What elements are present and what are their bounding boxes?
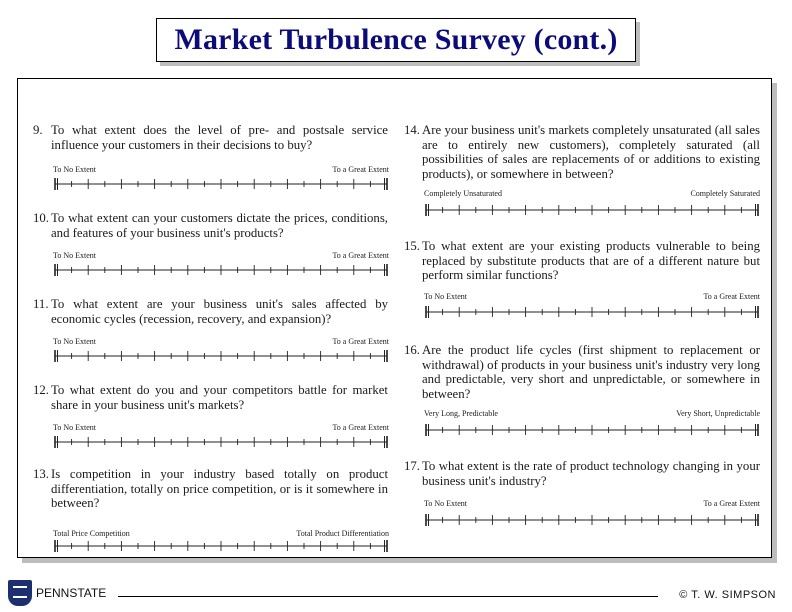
question-number: 17. bbox=[404, 459, 420, 473]
question-text: To what extent does the level of pre- and postsale service influence your customers in their decisions to buy? bbox=[51, 123, 388, 152]
question-number: 9. bbox=[33, 123, 43, 137]
question-number: 11. bbox=[33, 297, 49, 311]
pennstate-logo bbox=[8, 578, 106, 608]
rating-scale-14[interactable] bbox=[424, 203, 760, 217]
question-text: Is competition in your industry based totally on product differentiation, totally on price competition, or is it somewhere in between? bbox=[51, 467, 388, 510]
scale-right-label: Completely Saturated bbox=[690, 189, 760, 198]
footer-divider bbox=[118, 596, 658, 597]
scale-left-label: Total Price Competition bbox=[53, 529, 130, 538]
question-number: 13. bbox=[33, 467, 49, 481]
scale-right-label: Very Short, Unpredictable bbox=[676, 409, 760, 418]
slide-title: Market Turbulence Survey (cont.) bbox=[174, 23, 618, 56]
rating-scale-10[interactable] bbox=[53, 263, 389, 277]
scale-right-label: Total Product Differentiation bbox=[296, 529, 389, 538]
question-text: To what extent are your existing products vulnerable to being replaced by substitute products that are of a different nature but perform similar functions? bbox=[422, 239, 760, 282]
rating-scale-11[interactable] bbox=[53, 349, 389, 363]
question-number: 15. bbox=[404, 239, 420, 253]
rating-scale-12[interactable] bbox=[53, 435, 389, 449]
scale-right-label: To a Great Extent bbox=[332, 165, 389, 174]
scale-left-label: To No Extent bbox=[424, 499, 467, 508]
scale-left-label: To No Extent bbox=[53, 423, 96, 432]
scale-right-label: To a Great Extent bbox=[703, 292, 760, 301]
question-text: Are your business unit's markets completely unsaturated (all sales are to entirely new customers), completely saturated (all possibilities of sales are replacements of or additions to existing products), or somewhere in between? bbox=[422, 123, 760, 181]
rating-scale-17[interactable] bbox=[424, 513, 760, 527]
shield-icon bbox=[8, 580, 32, 606]
scale-left-label: To No Extent bbox=[53, 165, 96, 174]
institution-name: PENNSTATE bbox=[36, 586, 107, 600]
rating-scale-9[interactable] bbox=[53, 177, 389, 191]
question-number: 10. bbox=[33, 211, 49, 225]
rating-scale-13[interactable] bbox=[53, 539, 389, 553]
scale-left-label: To No Extent bbox=[424, 292, 467, 301]
question-text: To what extent do you and your competitors battle for market share in your business unit's markets? bbox=[51, 383, 388, 412]
survey-page bbox=[17, 78, 772, 558]
scale-right-label: To a Great Extent bbox=[703, 499, 760, 508]
scale-left-label: Very Long, Predictable bbox=[424, 409, 498, 418]
question-text: Are the product life cycles (first shipment to replacement or withdrawal) of products in your business unit's industry very long and predictable, very short and unpredictable, or somewhere in between? bbox=[422, 343, 760, 401]
slide-title-box bbox=[156, 18, 636, 62]
question-text: To what extent can your customers dictate the prices, conditions, and features of your business unit's products? bbox=[51, 211, 388, 240]
question-number: 16. bbox=[404, 343, 420, 357]
scale-left-label: Completely Unsaturated bbox=[424, 189, 502, 198]
question-number: 12. bbox=[33, 383, 49, 397]
question-text: To what extent are your business unit's sales affected by economic cycles (recession, recovery, and expansion)? bbox=[51, 297, 388, 326]
scale-left-label: To No Extent bbox=[53, 337, 96, 346]
copyright-text: © T. W. SIMPSON bbox=[679, 589, 776, 601]
scale-right-label: To a Great Extent bbox=[332, 337, 389, 346]
rating-scale-15[interactable] bbox=[424, 305, 760, 319]
rating-scale-16[interactable] bbox=[424, 423, 760, 437]
scale-right-label: To a Great Extent bbox=[332, 423, 389, 432]
question-text: To what extent is the rate of product technology changing in your business unit's industry? bbox=[422, 459, 760, 488]
scale-right-label: To a Great Extent bbox=[332, 251, 389, 260]
scale-left-label: To No Extent bbox=[53, 251, 96, 260]
question-number: 14. bbox=[404, 123, 420, 137]
